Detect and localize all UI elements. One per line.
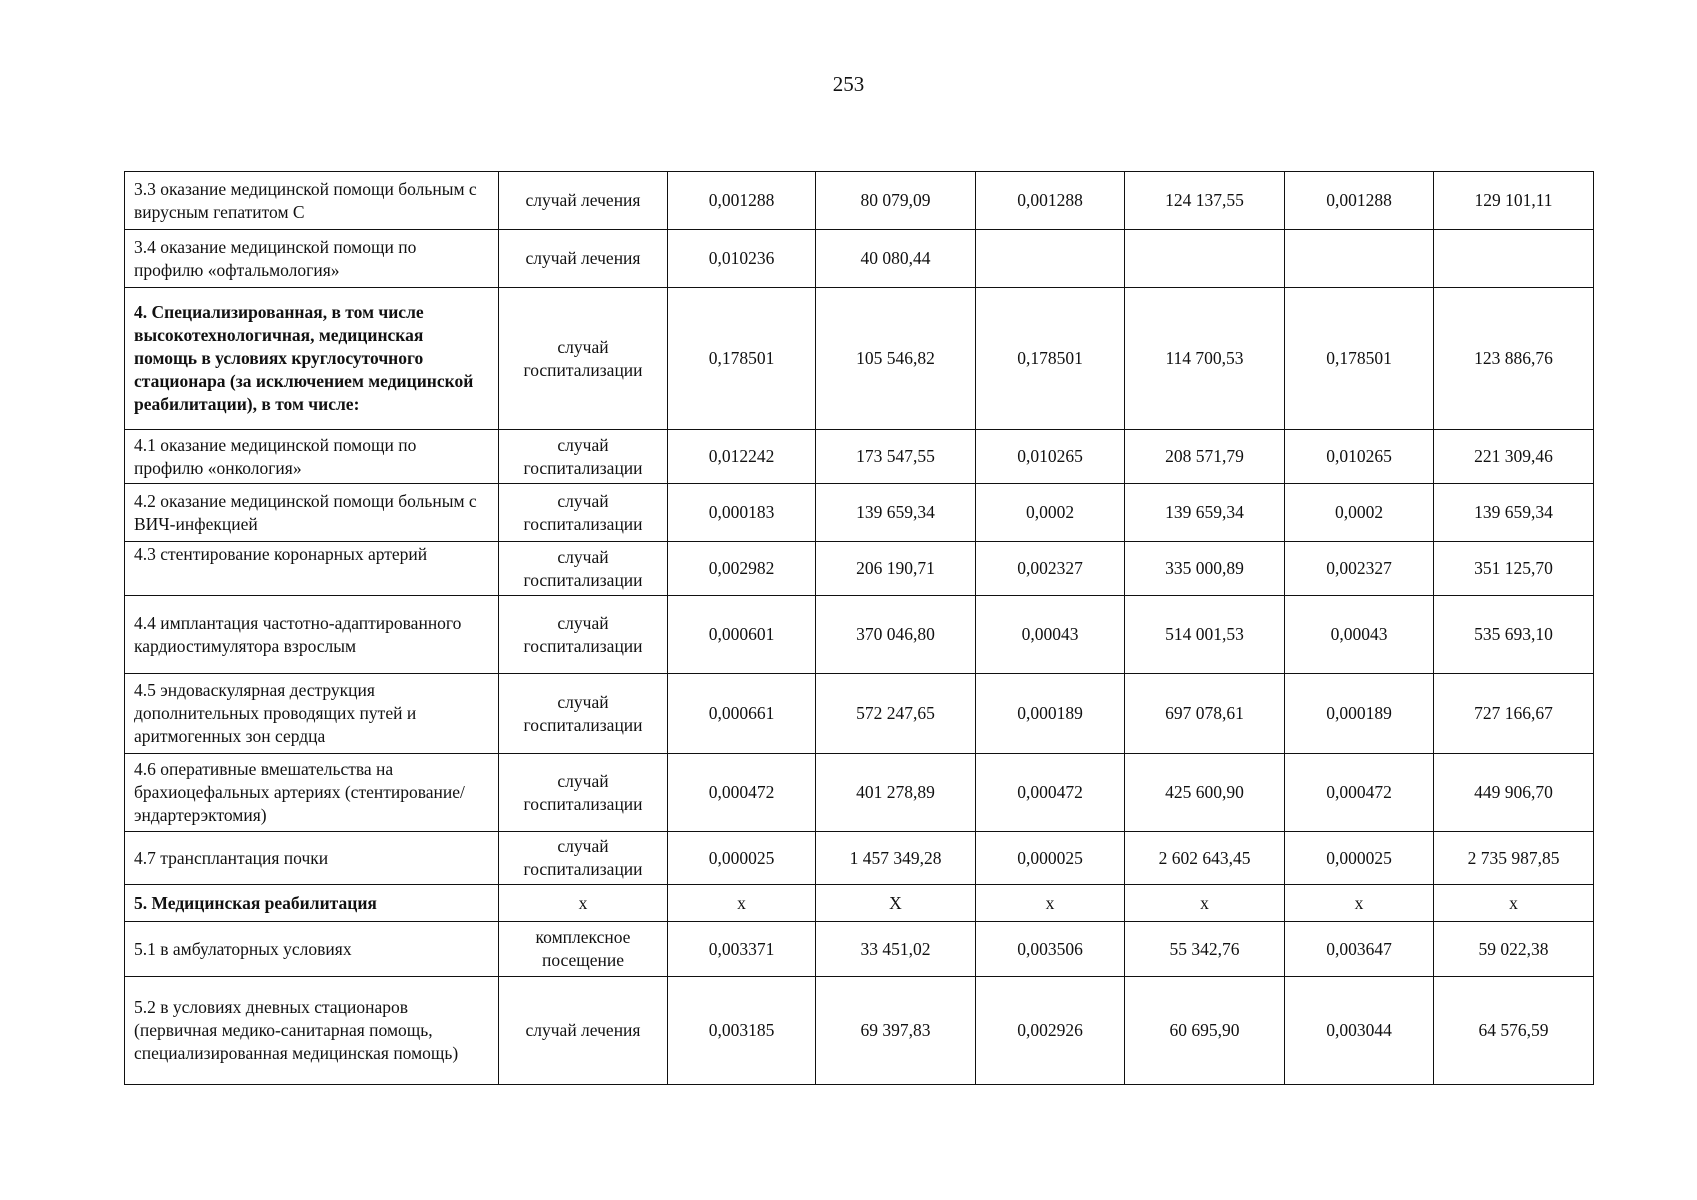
table-row bbox=[125, 922, 1594, 977]
row-value: х bbox=[976, 885, 1125, 922]
row-description: 3.3 оказание медицинской помощи больным с вирусным гепатитом С bbox=[125, 172, 499, 230]
row-value: 0,178501 bbox=[1285, 288, 1434, 430]
row-value: 0,00043 bbox=[976, 596, 1125, 674]
row-value: 114 700,53 bbox=[1125, 288, 1285, 430]
row-value: 0,003185 bbox=[668, 977, 816, 1085]
page-number: 253 bbox=[832, 72, 865, 96]
row-description: 3.4 оказание медицинской помощи по профилю «офтальмология» bbox=[125, 230, 499, 288]
row-value: 40 080,44 bbox=[816, 230, 976, 288]
row-value: 535 693,10 bbox=[1434, 596, 1594, 674]
row-value: 221 309,46 bbox=[1434, 430, 1594, 484]
row-value: 0,002327 bbox=[976, 542, 1125, 596]
row-value: х bbox=[668, 885, 816, 922]
row-value: 0,000601 bbox=[668, 596, 816, 674]
row-unit: х bbox=[499, 885, 668, 922]
row-value: х bbox=[1285, 885, 1434, 922]
row-value bbox=[976, 230, 1125, 288]
row-value: 697 078,61 bbox=[1125, 674, 1285, 754]
row-value: 0,012242 bbox=[668, 430, 816, 484]
row-value bbox=[1125, 230, 1285, 288]
row-value: х bbox=[1434, 885, 1594, 922]
row-value: 60 695,90 bbox=[1125, 977, 1285, 1085]
row-value: 0,010265 bbox=[1285, 430, 1434, 484]
table-row bbox=[125, 596, 1594, 674]
row-unit: случай госпитализации bbox=[499, 430, 668, 484]
row-value: 0,000472 bbox=[1285, 754, 1434, 832]
row-value bbox=[1285, 230, 1434, 288]
row-unit: случай лечения bbox=[499, 977, 668, 1085]
row-value: 80 079,09 bbox=[816, 172, 976, 230]
row-value: 401 278,89 bbox=[816, 754, 976, 832]
row-value: 69 397,83 bbox=[816, 977, 976, 1085]
tariff-table bbox=[124, 171, 1594, 1085]
row-value: 55 342,76 bbox=[1125, 922, 1285, 977]
row-value: 0,002327 bbox=[1285, 542, 1434, 596]
row-value: 0,000472 bbox=[668, 754, 816, 832]
table-row bbox=[125, 674, 1594, 754]
row-value: 0,002926 bbox=[976, 977, 1125, 1085]
table-row bbox=[125, 542, 1594, 596]
row-value: 0,00043 bbox=[1285, 596, 1434, 674]
table-row bbox=[125, 832, 1594, 885]
row-description: 5. Медицинская реабилитация bbox=[125, 885, 499, 922]
row-value: 2 735 987,85 bbox=[1434, 832, 1594, 885]
row-description: 5.2 в условиях дневных стационаров (первичная медико-санитарная помощь, специализированная медицинская помощь) bbox=[125, 977, 499, 1085]
row-value: х bbox=[1125, 885, 1285, 922]
row-description: 4. Специализированная, в том числе высокотехнологичная, медицинская помощь в условиях круглосуточного стационара (за исключением медицинской реабилитации), в том числе: bbox=[125, 288, 499, 430]
row-value: 139 659,34 bbox=[1125, 484, 1285, 542]
row-value: 727 166,67 bbox=[1434, 674, 1594, 754]
row-unit: случай госпитализации bbox=[499, 484, 668, 542]
row-unit: случай госпитализации bbox=[499, 542, 668, 596]
table-row bbox=[125, 977, 1594, 1085]
row-description: 4.6 оперативные вмешательства на брахиоцефальных артериях (стентирование/эндартерэктомия) bbox=[125, 754, 499, 832]
row-value: 0,000661 bbox=[668, 674, 816, 754]
row-value: 139 659,34 bbox=[816, 484, 976, 542]
row-value: 0,000472 bbox=[976, 754, 1125, 832]
row-value: 0,003647 bbox=[1285, 922, 1434, 977]
row-value: 0,002982 bbox=[668, 542, 816, 596]
row-unit: случай госпитализации bbox=[499, 674, 668, 754]
row-value: 208 571,79 bbox=[1125, 430, 1285, 484]
row-value: 206 190,71 bbox=[816, 542, 976, 596]
row-value: 0,000189 bbox=[1285, 674, 1434, 754]
row-value: 370 046,80 bbox=[816, 596, 976, 674]
row-value: 0,0002 bbox=[976, 484, 1125, 542]
table-row bbox=[125, 288, 1594, 430]
row-description: 5.1 в амбулаторных условиях bbox=[125, 922, 499, 977]
row-value: 1 457 349,28 bbox=[816, 832, 976, 885]
row-unit: комплексное посещение bbox=[499, 922, 668, 977]
row-value: 0,0002 bbox=[1285, 484, 1434, 542]
row-value: 0,000189 bbox=[976, 674, 1125, 754]
row-value: 105 546,82 bbox=[816, 288, 976, 430]
row-value: 0,001288 bbox=[668, 172, 816, 230]
table-row bbox=[125, 230, 1594, 288]
row-value: 0,000025 bbox=[976, 832, 1125, 885]
row-value: 139 659,34 bbox=[1434, 484, 1594, 542]
row-value: 129 101,11 bbox=[1434, 172, 1594, 230]
table-row bbox=[125, 172, 1594, 230]
row-value: 124 137,55 bbox=[1125, 172, 1285, 230]
row-value: 59 022,38 bbox=[1434, 922, 1594, 977]
row-value: 449 906,70 bbox=[1434, 754, 1594, 832]
row-value: 351 125,70 bbox=[1434, 542, 1594, 596]
row-description: 4.5 эндоваскулярная деструкция дополнительных проводящих путей и аритмогенных зон сердца bbox=[125, 674, 499, 754]
table-row bbox=[125, 885, 1594, 922]
table-row bbox=[125, 430, 1594, 484]
row-value: 173 547,55 bbox=[816, 430, 976, 484]
row-value: 0,010236 bbox=[668, 230, 816, 288]
row-value: 0,001288 bbox=[1285, 172, 1434, 230]
row-unit: случай лечения bbox=[499, 230, 668, 288]
row-value: 123 886,76 bbox=[1434, 288, 1594, 430]
row-value: 0,003044 bbox=[1285, 977, 1434, 1085]
row-value: Х bbox=[816, 885, 976, 922]
row-value: 2 602 643,45 bbox=[1125, 832, 1285, 885]
row-value: 514 001,53 bbox=[1125, 596, 1285, 674]
row-unit: случай госпитализации bbox=[499, 754, 668, 832]
row-unit: случай госпитализации bbox=[499, 832, 668, 885]
row-value: 572 247,65 bbox=[816, 674, 976, 754]
row-description: 4.2 оказание медицинской помощи больным с ВИЧ-инфекцией bbox=[125, 484, 499, 542]
table-row bbox=[125, 484, 1594, 542]
row-unit: случай лечения bbox=[499, 172, 668, 230]
row-value bbox=[1434, 230, 1594, 288]
row-value: 0,001288 bbox=[976, 172, 1125, 230]
row-value: 0,003506 bbox=[976, 922, 1125, 977]
table-row bbox=[125, 754, 1594, 832]
row-value: 0,000025 bbox=[668, 832, 816, 885]
row-value: 0,178501 bbox=[976, 288, 1125, 430]
row-value: 0,178501 bbox=[668, 288, 816, 430]
row-value: 0,000183 bbox=[668, 484, 816, 542]
row-description: 4.7 трансплантация почки bbox=[125, 832, 499, 885]
row-description: 4.1 оказание медицинской помощи по профилю «онкология» bbox=[125, 430, 499, 484]
row-value: 0,003371 bbox=[668, 922, 816, 977]
row-description: 4.3 стентирование коронарных артерий bbox=[125, 542, 499, 596]
row-description: 4.4 имплантация частотно-адаптированного кардиостимулятора взрослым bbox=[125, 596, 499, 674]
row-value: 0,000025 bbox=[1285, 832, 1434, 885]
row-value: 0,010265 bbox=[976, 430, 1125, 484]
row-unit: случай госпитализации bbox=[499, 288, 668, 430]
row-value: 64 576,59 bbox=[1434, 977, 1594, 1085]
row-value: 425 600,90 bbox=[1125, 754, 1285, 832]
row-unit: случай госпитализации bbox=[499, 596, 668, 674]
row-value: 335 000,89 bbox=[1125, 542, 1285, 596]
row-value: 33 451,02 bbox=[816, 922, 976, 977]
